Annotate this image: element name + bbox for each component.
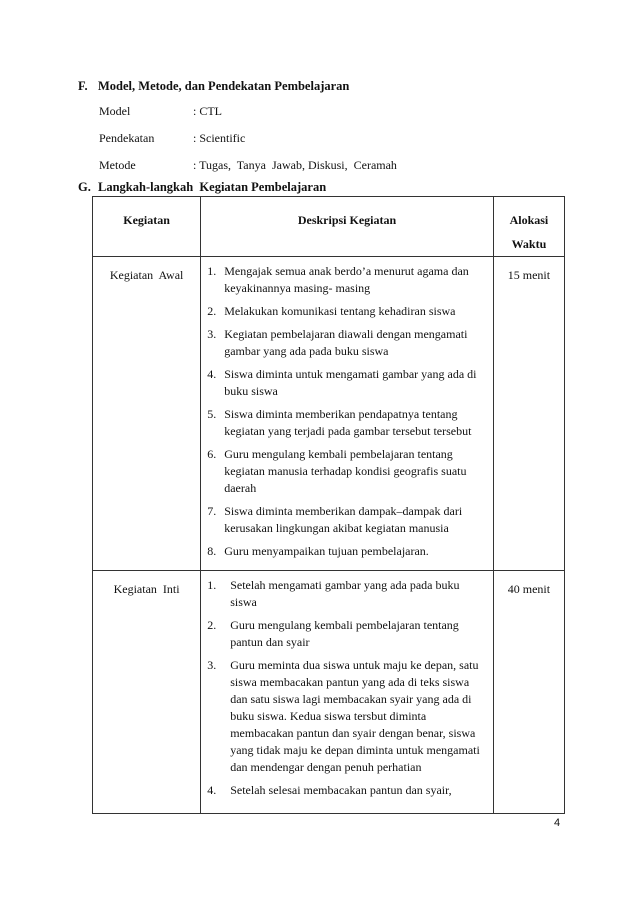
table-row-kegiatan-awal [93, 257, 565, 571]
list-item: 2. Guru mengulang kembali pembelajaran tentang pantun dan syair [207, 618, 459, 649]
pendekatan-value: : Scientific [193, 131, 246, 145]
model-label: Model [99, 104, 131, 118]
list-item: 3. Kegiatan pembelajaran diawali dengan mengamati gambar yang ada pada buku siswa [207, 327, 468, 358]
kegiatan-awal-time: 15 menit [493, 257, 564, 571]
section-g-title: Langkah-langkah Kegiatan Pembelajaran [98, 180, 327, 194]
kegiatan-awal-steps [201, 257, 493, 570]
kegiatan-inti-steps [201, 571, 493, 809]
kegiatan-inti-description [201, 571, 494, 814]
kegiatan-inti-label: Kegiatan Inti [93, 571, 201, 814]
list-item: 7. Siswa diminta memberikan dampak–dampak dari kerusakan lingkungan akibat kegiatan manusia [207, 504, 463, 535]
header-deskripsi: Deskripsi Kegiatan [201, 197, 494, 257]
list-item: 5. Siswa diminta memberikan pendapatnya tentang kegiatan yang terjadi pada gambar tersebut tersebut [207, 407, 472, 438]
metode-label: Metode [99, 158, 136, 172]
kegiatan-inti-time: 40 menit [493, 571, 564, 814]
table-header-row [93, 197, 565, 257]
section-f-title: Model, Metode, dan Pendekatan Pembelajaran [98, 79, 350, 93]
list-item: 8. Guru menyampaikan tujuan pembelajaran. [207, 544, 429, 558]
table-row-kegiatan-inti [93, 571, 565, 814]
learning-steps-table [92, 196, 565, 814]
list-item: 3. Guru meminta dua siswa untuk maju ke depan, satu siswa membacakan pantun yang ada di teks siswa dan satu siswa lagi membacakan syair yang ada di buku siswa. Kedua siswa tersbut diminta membacakan pantun dan syair dengan benar, siswa yang tidak maju ke depan diminta untuk mengamati dan mendengar dengan penuh perhatian [207, 658, 480, 774]
list-item: 4. Siswa diminta untuk mengamati gambar yang ada di buku siswa [207, 367, 477, 398]
model-value: : CTL [193, 104, 222, 118]
kegiatan-awal-label: Kegiatan Awal [93, 257, 201, 571]
list-item: 6. Guru mengulang kembali pembelajaran tentang kegiatan manusia terhadap kondisi geografis suatu daerah [207, 447, 467, 495]
pendekatan-label: Pendekatan [99, 131, 155, 145]
list-item: 1. Mengajak semua anak berdo’a menurut agama dan keyakinannya masing- masing [207, 264, 469, 295]
list-item: 2. Melakukan komunikasi tentang kehadiran siswa [207, 304, 456, 318]
metode-value: : Tugas, Tanya Jawab, Diskusi, Ceramah [193, 158, 397, 172]
page-number: 4 [554, 817, 561, 829]
section-g-letter: G. [78, 180, 91, 194]
header-kegiatan: Kegiatan [93, 197, 201, 257]
header-alokasi-waktu: Alokasi Waktu [493, 197, 564, 257]
kegiatan-awal-description [201, 257, 494, 571]
list-item: 4. Setelah selesai membacakan pantun dan syair, [207, 783, 452, 797]
section-f-letter: F. [78, 79, 88, 93]
list-item: 1. Setelah mengamati gambar yang ada pada buku siswa [207, 578, 460, 609]
